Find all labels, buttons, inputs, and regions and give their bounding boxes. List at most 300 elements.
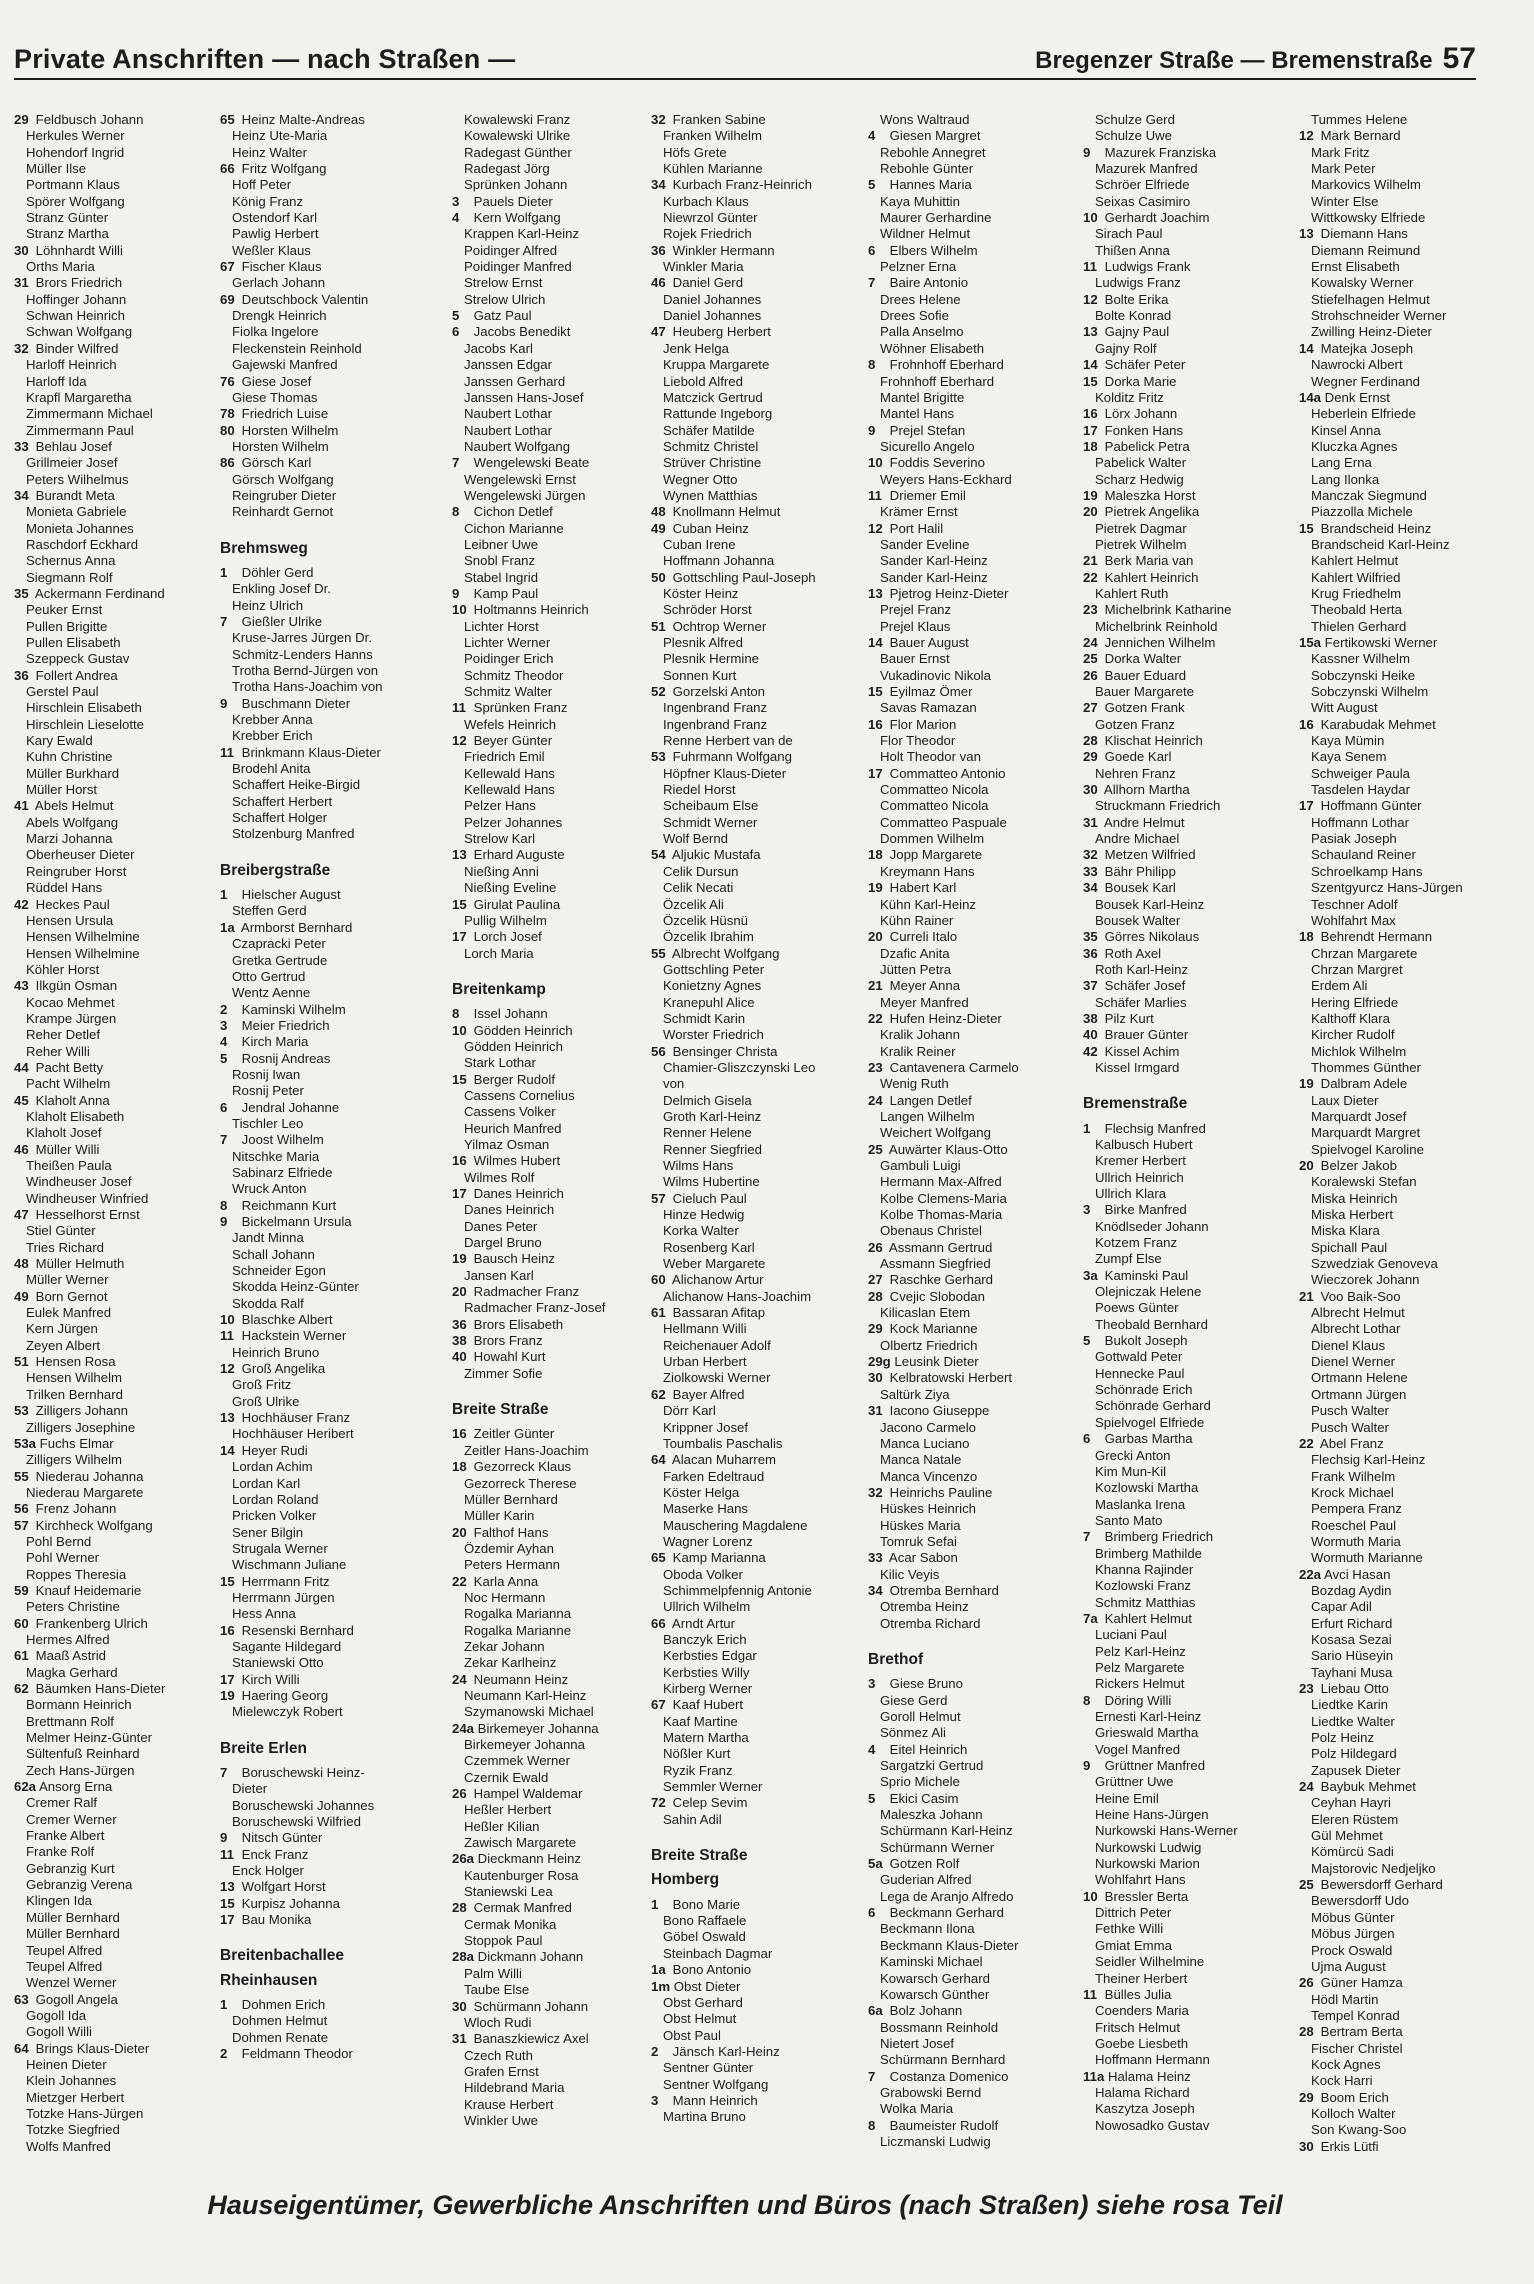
resident-entry: [452, 1982, 652, 1998]
resident-entry: [651, 2044, 851, 2060]
house-number: 51: [651, 618, 666, 634]
resident-entry: [452, 1039, 652, 1055]
resident-entry: [452, 472, 652, 488]
resident-entry: [14, 978, 214, 994]
resident-entry: [14, 1060, 214, 1076]
resident-entry: [1299, 308, 1476, 324]
resident-entry: [868, 2085, 1068, 2101]
resident-entry: [452, 1753, 652, 1769]
resident-name: Brimberg Friedrich: [1101, 1529, 1214, 1545]
resident-entry: [868, 308, 1068, 324]
resident-name: Noc Hermann: [464, 1589, 546, 1605]
house-number: 72: [651, 1795, 666, 1811]
page-number: 57: [1442, 42, 1476, 75]
resident-entry: [1083, 1060, 1283, 1076]
resident-entry: [868, 1905, 1068, 1921]
resident-name: Zumpf Else: [1095, 1251, 1162, 1267]
resident-name: Möbus Günter: [1311, 1909, 1395, 1925]
resident-entry: [868, 1272, 1068, 1288]
resident-entry: [868, 619, 1068, 635]
resident-entry: [1299, 1354, 1476, 1370]
resident-name: Hampel Waldemar: [470, 1786, 583, 1802]
resident-entry: [868, 978, 1068, 994]
resident-entry: [452, 1426, 652, 1442]
house-number: 60: [651, 1272, 666, 1288]
resident-entry: [1083, 1415, 1283, 1431]
resident-name: Maleszka Johann: [880, 1807, 983, 1823]
resident-name: Korka Walter: [663, 1223, 739, 1239]
resident-entry: [1083, 161, 1283, 177]
resident-entry: [1299, 880, 1476, 896]
resident-name: Krug Friedhelm: [1311, 585, 1402, 601]
resident-name: Wieczorek Johann: [1311, 1272, 1420, 1288]
resident-entry: [868, 472, 1068, 488]
resident-name: Wegner Otto: [663, 471, 738, 487]
resident-name: Jacono Carmelo: [880, 1419, 977, 1435]
resident-name: Sültenfuß Reinhard: [26, 1746, 140, 1762]
resident-name: Bewersdorff Gerhard: [1317, 1877, 1443, 1893]
street-heading: Rheinhausen: [220, 1971, 318, 1989]
resident-name: Schroelkamp Hans: [1311, 863, 1423, 879]
resident-entry: [868, 145, 1068, 161]
resident-name: Fiolka Ingelore: [232, 324, 319, 340]
resident-name: Czech Ruth: [464, 2047, 533, 2063]
resident-name: Urban Herbert: [663, 1354, 747, 1370]
house-number: 13: [1299, 226, 1314, 242]
resident-entry: [651, 766, 851, 782]
resident-name: Cuban Heinz: [669, 520, 749, 536]
house-number: 16: [1083, 406, 1098, 422]
resident-name: Schernus Anna: [26, 553, 116, 569]
resident-name: Plesnik Alfred: [663, 635, 743, 650]
resident-name: Kahlert Helmut: [1101, 1610, 1192, 1626]
resident-name: Tasdelen Haydar: [1311, 782, 1410, 798]
resident-entry: [14, 2122, 214, 2138]
resident-entry: [1299, 1763, 1476, 1779]
resident-entry: [1299, 1109, 1476, 1125]
resident-entry: [1299, 1877, 1476, 1893]
resident-name: Hoff Peter: [232, 177, 292, 193]
resident-entry: [452, 1492, 652, 1508]
resident-entry: [220, 887, 420, 903]
resident-name: Obst Dieter: [670, 1978, 741, 1994]
resident-entry: [1083, 651, 1283, 667]
resident-name: Wolf Bernd: [663, 831, 728, 847]
house-number: 33: [868, 1550, 883, 1566]
resident-name: Alichanow Hans-Joachim: [663, 1288, 812, 1304]
resident-entry: [868, 1076, 1068, 1092]
resident-entry: [1083, 913, 1283, 929]
resident-name: Kozlowski Franz: [1095, 1578, 1192, 1594]
resident-entry: [220, 745, 420, 761]
resident-entry: [452, 1606, 652, 1622]
resident-name: Yilmaz Osman: [464, 1136, 550, 1152]
resident-entry: [452, 1770, 652, 1786]
resident-entry: [651, 1076, 851, 1092]
house-number: 7: [220, 1132, 228, 1148]
resident-name: Monieta Johannes: [26, 520, 134, 536]
resident-name: Ilkgün Osman: [32, 978, 118, 994]
resident-name: Knödlseder Johann: [1095, 1218, 1209, 1234]
resident-entry: [1083, 815, 1283, 831]
resident-entry: [868, 161, 1068, 177]
resident-entry: [14, 1223, 214, 1239]
resident-name: Albrecht Helmut: [1311, 1305, 1405, 1321]
resident-entry: [220, 1279, 420, 1295]
column-6: [1083, 112, 1283, 2167]
resident-name: Nawrocki Albert: [1311, 357, 1403, 373]
resident-name: Farken Edeltraud: [663, 1468, 765, 1484]
resident-entry: [1299, 1599, 1476, 1615]
house-number: 12: [220, 1361, 235, 1377]
resident-entry: [14, 1714, 214, 1730]
resident-entry: [1299, 651, 1476, 667]
resident-name: Hochhäuser Franz: [238, 1410, 351, 1426]
resident-entry: [452, 880, 652, 896]
house-number: 28a: [452, 1949, 475, 1965]
resident-name: Tries Richard: [26, 1239, 104, 1255]
resident-name: Port Halil: [886, 520, 944, 536]
house-number: 16: [452, 1153, 467, 1169]
house-number: 5: [220, 1050, 228, 1066]
resident-entry: [1083, 1774, 1283, 1790]
resident-name: Dohmen Erich: [238, 1997, 326, 2013]
resident-name: Bolte Erika: [1101, 291, 1169, 307]
resident-name: Kömürcü Sadi: [1311, 1844, 1394, 1860]
resident-entry: [220, 920, 420, 936]
resident-entry: [220, 647, 420, 663]
resident-name: Gezorreck Klaus: [470, 1459, 572, 1475]
resident-name: Siegmann Rolf: [26, 569, 113, 585]
resident-name: Kautenburger Rosa: [464, 1867, 579, 1883]
resident-entry: [651, 798, 851, 814]
resident-name: Flor Marion: [886, 716, 957, 732]
house-number: 53: [14, 1403, 29, 1419]
resident-name: Dieter: [232, 1781, 268, 1797]
resident-name: Palla Anselmo: [880, 324, 964, 340]
resident-entry: [452, 357, 652, 373]
resident-entry: [868, 1142, 1068, 1158]
resident-entry: [651, 1681, 851, 1697]
resident-entry: [14, 194, 214, 210]
resident-entry: [220, 1198, 420, 1214]
resident-entry: [651, 472, 851, 488]
resident-entry: [452, 1219, 652, 1235]
house-number: 42: [14, 896, 29, 912]
resident-name: Pohl Bernd: [26, 1533, 92, 1549]
resident-entry: [220, 1672, 420, 1688]
resident-name: Kowarsch Günther: [880, 1986, 990, 2002]
house-number: 46: [14, 1141, 29, 1157]
resident-entry: [14, 553, 214, 569]
resident-entry: [452, 733, 652, 749]
resident-entry: [14, 570, 214, 586]
resident-name: Ingenbrand Franz: [663, 700, 768, 716]
house-number: 29: [14, 112, 29, 127]
resident-entry: [220, 406, 420, 422]
column-3: [452, 112, 652, 2167]
resident-name: Deutschbock Valentin: [238, 291, 369, 307]
resident-entry: [651, 619, 851, 635]
resident-entry: [14, 1632, 214, 1648]
resident-name: Schweiger Paula: [1311, 765, 1410, 781]
page-title-left: Private Anschriften — nach Straßen —: [14, 44, 516, 74]
resident-entry: [452, 1672, 652, 1688]
resident-entry: [452, 897, 652, 913]
resident-entry: [1083, 1676, 1283, 1692]
resident-name: Olbertz Friedrich: [880, 1337, 978, 1353]
resident-name: Prejel Klaus: [880, 618, 951, 634]
house-number: 60: [14, 1615, 29, 1631]
house-number: 12: [1083, 291, 1098, 307]
resident-name: Kahlert Heinrich: [1101, 569, 1199, 585]
house-number: 54: [651, 847, 666, 863]
resident-entry: [1299, 684, 1476, 700]
house-number: 30: [452, 1998, 467, 2014]
resident-entry: [868, 259, 1068, 275]
resident-entry: [1299, 1207, 1476, 1223]
resident-entry: [220, 1525, 420, 1541]
resident-entry: [220, 1459, 420, 1475]
resident-name: Cichon Marianne: [464, 520, 564, 536]
resident-name: Schmidt Karin: [663, 1010, 746, 1026]
resident-entry: [452, 651, 652, 667]
resident-name: Ekici Casim: [886, 1790, 959, 1806]
resident-entry: [14, 2041, 214, 2057]
resident-entry: [1083, 1840, 1283, 1856]
house-number: 1: [220, 564, 228, 580]
resident-entry: [868, 651, 1068, 667]
resident-entry: [651, 374, 851, 390]
resident-name: Dzafic Anita: [880, 945, 950, 961]
resident-entry: [1083, 1284, 1283, 1300]
resident-entry: [220, 1765, 420, 1781]
resident-name: Michelbrink Katharine: [1101, 602, 1232, 618]
resident-name: Elbers Wilhelm: [886, 242, 978, 258]
resident-entry: [651, 1142, 851, 1158]
resident-entry: [1083, 390, 1283, 406]
resident-name: Cermak Monika: [464, 1916, 557, 1932]
house-number: 25: [1299, 1877, 1314, 1893]
resident-name: Cvejic Slobodan: [886, 1288, 985, 1304]
house-number: 33: [14, 438, 29, 454]
resident-entry: [14, 1583, 214, 1599]
resident-entry: [220, 1263, 420, 1279]
resident-entry: [868, 1174, 1068, 1190]
resident-name: Maaß Astrid: [32, 1648, 107, 1664]
resident-entry: [1299, 586, 1476, 602]
resident-entry: [220, 210, 420, 226]
resident-name: Gajny Rolf: [1095, 340, 1157, 356]
resident-name: Luciani Paul: [1095, 1627, 1167, 1643]
resident-name: Skodda Ralf: [232, 1295, 304, 1311]
resident-name: Karla Anna: [470, 1573, 539, 1589]
resident-entry: [452, 243, 652, 259]
resident-name: Palm Willi: [464, 1965, 522, 1981]
house-number: 17: [1083, 422, 1098, 438]
resident-name: Meyer Anna: [886, 978, 961, 994]
house-number: 37: [1083, 978, 1098, 994]
resident-name: Poidinger Alfred: [464, 242, 558, 258]
resident-name: Lordan Roland: [232, 1491, 319, 1507]
resident-entry: [220, 1181, 420, 1197]
resident-entry: [651, 308, 851, 324]
resident-name: Sander Karl-Heinz: [880, 553, 988, 569]
resident-entry: [452, 1688, 652, 1704]
resident-entry: [14, 651, 214, 667]
resident-name: Winkler Maria: [663, 259, 744, 275]
resident-name: Reingruber Horst: [26, 863, 127, 879]
resident-entry: [651, 455, 851, 471]
house-number: 31: [1083, 814, 1098, 830]
resident-name: Ullrich Klara: [1095, 1186, 1167, 1201]
resident-entry: [868, 177, 1068, 193]
resident-name: Strelow Ernst: [464, 275, 543, 291]
resident-name: Habert Karl: [886, 880, 957, 896]
resident-name: Schäfer Matilde: [663, 422, 755, 438]
resident-entry: [1083, 946, 1283, 962]
resident-name: Kolditz Fritz: [1095, 389, 1164, 405]
resident-entry: [220, 1312, 420, 1328]
resident-entry: [1083, 831, 1283, 847]
resident-name: Hohendorf Ingrid: [26, 144, 125, 160]
resident-name: Cuban Irene: [663, 536, 736, 552]
resident-entry: [868, 2003, 1068, 2019]
resident-entry: [1299, 978, 1476, 994]
resident-name: Fethke Willi: [1095, 1921, 1164, 1937]
resident-name: Allhorn Martha: [1101, 782, 1190, 798]
resident-name: Nietert Josef: [880, 2035, 955, 2051]
resident-name: Pusch Walter: [1311, 1403, 1389, 1419]
resident-name: Jänsch Karl-Heinz: [669, 2043, 780, 2059]
resident-name: Theiner Herbert: [1095, 1970, 1188, 1986]
resident-entry: [14, 880, 214, 896]
resident-name: Nurkowski Hans-Werner: [1095, 1823, 1238, 1839]
resident-entry: [1083, 1011, 1283, 1027]
resident-name: Zeitler Günter: [470, 1426, 555, 1442]
resident-entry: [220, 226, 420, 242]
resident-name: Kirch Maria: [238, 1034, 309, 1050]
resident-name: Konietzny Agnes: [663, 978, 762, 994]
resident-name: Fischer Christel: [1311, 2040, 1403, 2056]
resident-name: Bousek Karl-Heinz: [1095, 896, 1205, 912]
resident-entry: [452, 226, 652, 242]
resident-name: Jennichen Wilhelm: [1101, 635, 1216, 650]
resident-name: Stiel Günter: [26, 1223, 96, 1239]
resident-name: Klischat Heinrich: [1101, 733, 1203, 749]
resident-name: Kühn Rainer: [880, 912, 954, 928]
resident-name: Tempel Konrad: [1311, 2007, 1400, 2023]
resident-name: Resenski Bernhard: [238, 1622, 354, 1638]
resident-name: Wruck Anton: [232, 1181, 307, 1197]
resident-name: Kranepuhl Alice: [663, 994, 755, 1010]
resident-entry: [868, 586, 1068, 602]
resident-entry: [1083, 766, 1283, 782]
resident-entry: [14, 292, 214, 308]
resident-name: Kaminski Paul: [1101, 1267, 1189, 1283]
resident-name: Santo Mato: [1095, 1512, 1163, 1528]
resident-name: Herrmann Fritz: [238, 1573, 330, 1589]
resident-entry: [1299, 1730, 1476, 1746]
resident-entry: [651, 1191, 851, 1207]
resident-entry: [220, 374, 420, 390]
house-number: 38: [452, 1333, 467, 1349]
resident-entry: [220, 1639, 420, 1655]
resident-entry: [868, 1971, 1068, 1987]
resident-name: Göbel Oswald: [663, 1929, 746, 1945]
resident-name: Berger Rudolf: [470, 1071, 556, 1087]
house-number: 56: [651, 1043, 666, 1059]
resident-entry: [651, 782, 851, 798]
house-number: 1: [1083, 1120, 1091, 1136]
resident-name: Sobczynski Heike: [1311, 667, 1416, 683]
resident-name: Baire Antonio: [886, 275, 969, 291]
resident-entry: [1083, 586, 1283, 602]
resident-name: Schmitz-Lenders Hanns: [232, 646, 373, 662]
resident-name: Krapfl Margaretha: [26, 389, 132, 405]
resident-name: Ingenbrand Franz: [663, 716, 768, 732]
resident-name: Hesselhorst Ernst: [32, 1207, 140, 1223]
resident-name: Heinrich Bruno: [232, 1344, 320, 1360]
resident-entry: [1299, 635, 1476, 651]
house-number: 17: [452, 929, 467, 945]
resident-name: Naubert Wolfgang: [464, 438, 571, 454]
house-number: 3: [651, 2092, 659, 2108]
resident-entry: [452, 455, 652, 471]
resident-entry: [14, 1142, 214, 1158]
resident-name: Gottschling Peter: [663, 961, 765, 977]
resident-name: Köhler Horst: [26, 961, 100, 977]
resident-name: Monieta Gabriele: [26, 504, 127, 520]
resident-name: Goede Karl: [1101, 749, 1172, 765]
resident-entry: [868, 1354, 1068, 1370]
resident-entry: [1299, 357, 1476, 373]
resident-entry: [452, 1170, 652, 1186]
resident-name: Assmann Siegfried: [880, 1256, 991, 1272]
resident-entry: [14, 1681, 214, 1697]
resident-entry: [1083, 1235, 1283, 1251]
resident-entry: [868, 1758, 1068, 1774]
house-number: 56: [14, 1501, 29, 1517]
resident-name: Gottwald Peter: [1095, 1349, 1183, 1365]
house-number: 53: [651, 749, 666, 765]
resident-name: Kilic Veyis: [880, 1566, 940, 1582]
resident-name: Schmitz Theodor: [464, 667, 564, 683]
resident-name: Peuker Ernst: [26, 602, 103, 618]
resident-entry: [868, 1840, 1068, 1856]
resident-entry: [1299, 864, 1476, 880]
resident-entry: [1299, 1861, 1476, 1877]
resident-entry: [14, 1354, 214, 1370]
resident-entry: [220, 1034, 420, 1050]
resident-name: Hinze Hedwig: [663, 1207, 745, 1223]
resident-name: Dargel Bruno: [464, 1235, 542, 1251]
house-number: 17: [868, 765, 883, 781]
resident-name: Hildebrand Maria: [464, 2080, 565, 2096]
resident-name: Pawlig Herbert: [232, 226, 319, 242]
resident-name: Schürmann Bernhard: [880, 2052, 1006, 2068]
house-number: 53a: [14, 1435, 37, 1451]
resident-name: Szwedziak Genoveva: [1311, 1256, 1438, 1272]
resident-entry: [868, 668, 1068, 684]
resident-entry: [651, 1469, 851, 1485]
resident-entry: [452, 1137, 652, 1153]
resident-name: Teschner Adolf: [1311, 896, 1398, 912]
house-number: 64: [14, 2040, 29, 2056]
resident-name: Semmler Werner: [663, 1779, 763, 1795]
resident-entry: [1299, 897, 1476, 913]
resident-name: Schwan Heinrich: [26, 308, 125, 324]
